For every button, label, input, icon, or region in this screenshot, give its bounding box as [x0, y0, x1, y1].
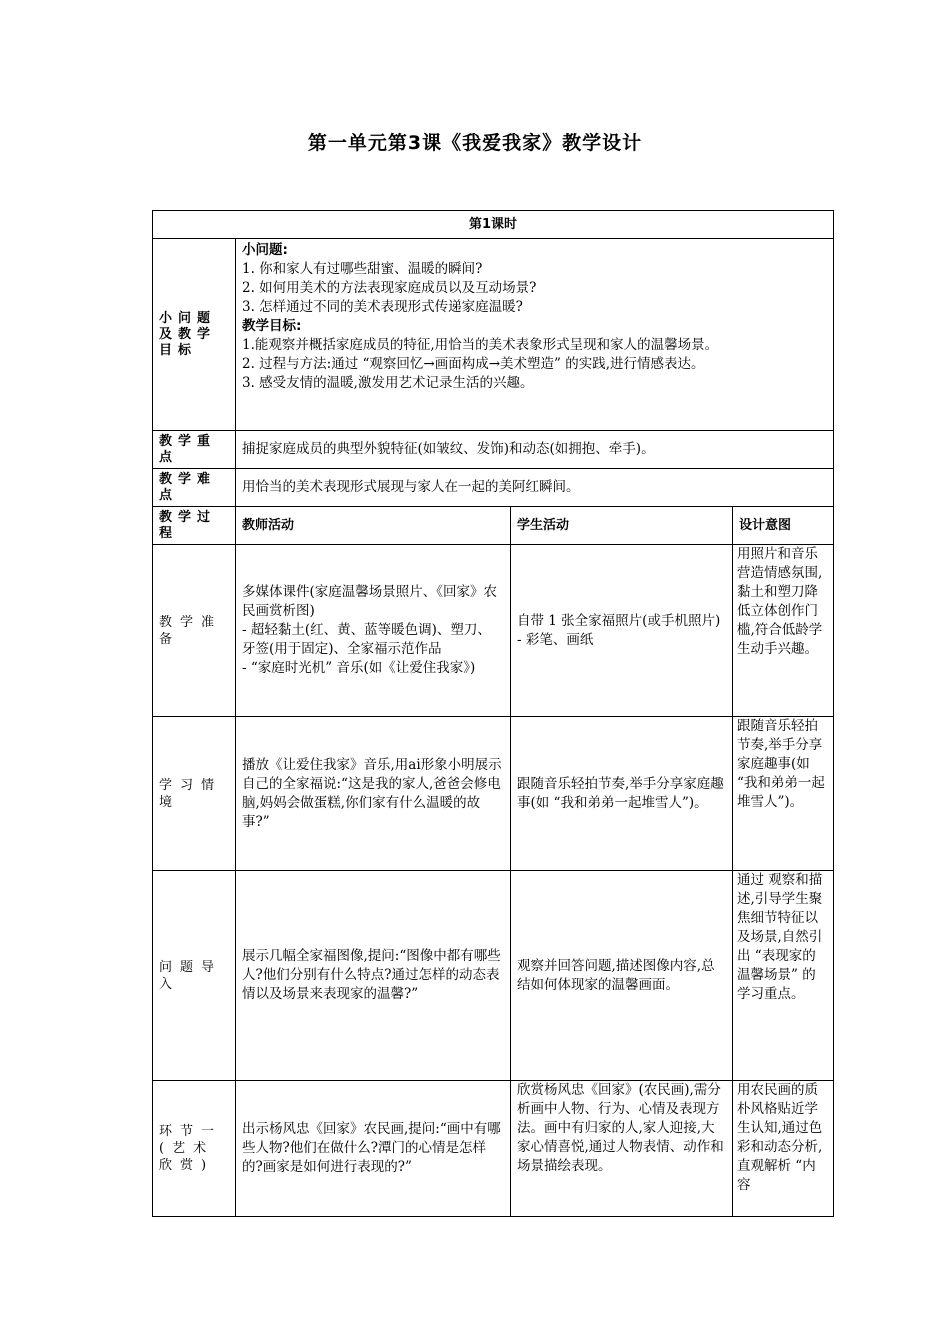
teacher-activity-line: 播放《让爱住我家》音乐,用ai形象小明展示自己的全家福说:“这是我的家人,爸爸会修电脑,妈妈会做蛋糕,你们家有什么温暖的故事?”	[242, 756, 502, 830]
stage-label: 教学准备	[153, 545, 236, 717]
question-item: 2. 如何用美术的方法表现家庭成员以及互动场景?	[242, 280, 537, 296]
goal-item: 3. 感受友情的温暖,激发用艺术记录生活的兴趣。	[242, 375, 534, 391]
design-intent: 用农民画的质朴风格贴近学生认知,通过色彩和动态分析,直观解析 “内容	[733, 1081, 834, 1217]
document-title: 第一单元第3课《我爱我家》教学设计	[307, 132, 643, 154]
teacher-activity	[236, 545, 511, 717]
lesson-header-row	[153, 211, 834, 239]
teacher-activity-header: 教师活动	[236, 507, 511, 545]
process-row-introduction	[153, 871, 834, 1081]
teacher-activity-line: 多媒体课件(家庭温馨场景照片、《回家》农民画赏析图)	[242, 584, 498, 619]
student-activity-line: 自带 1 张全家福照片(或手机照片)	[517, 612, 721, 629]
teacher-activity-line: 展示几幅全家福图像,提问:“图像中都有哪些人?他们分别有什么特点?通过怎样的动态表情以及场景来表现家的温馨?”	[242, 948, 501, 1002]
teacher-activity	[236, 717, 511, 871]
difficulty-text: 用恰当的美术表现形式展现与家人在一起的美阿红瞬间。	[236, 469, 834, 507]
teacher-activity-line: - “家庭时光机” 音乐(如《让爱住我家》)	[242, 660, 476, 676]
student-activity	[511, 871, 733, 1081]
key-point-label: 教学重点	[153, 431, 236, 469]
question-item: 3. 怎样通过不同的美术表现形式传递家庭温暖?	[242, 299, 523, 315]
process-label: 教学过程	[153, 507, 236, 545]
stage-label: 学习情境	[153, 717, 236, 871]
lesson-plan-table	[152, 210, 834, 1217]
process-header-row	[153, 507, 834, 545]
process-row-art-appreciation	[153, 1081, 834, 1217]
design-intent: 跟随音乐轻拍节奏,举手分享家庭趣事(如 “我和弟弟一起堆雪人”)。	[733, 717, 834, 871]
teacher-activity-line: 出示杨风忠《回家》农民画,提问:“画中有哪些人物?他们在做什么?潭门的心情是怎样的?画家是如何进行表现的?”	[242, 1121, 501, 1175]
stage-label: 环节一(艺术欣赏)	[153, 1081, 236, 1217]
design-intent-header: 设计意图	[733, 507, 834, 545]
question-item: 1. 你和家人有过哪些甜蜜、温暖的瞬间?	[242, 261, 483, 277]
key-point-text: 捕捉家庭成员的典型外貌特征(如皱纹、发饰)和动态(如拥抱、牵手)。	[236, 431, 834, 469]
objectives-content	[236, 239, 834, 431]
difficulty-row	[153, 469, 834, 507]
teacher-activity	[236, 1081, 511, 1217]
design-intent: 用照片和音乐营造情感氛围,黏土和塑刀降低立体创作门槛,符合低龄学生动手兴趣。	[733, 545, 834, 717]
student-activity-line: 欣赏杨风忠《回家》(农民画),需分析画中人物、行为、心情及表现方法。画中有归家的人,家人迎接,大家心情喜悦,通过人物表情、动作和场景描绘表现。	[517, 1082, 724, 1174]
student-activity-header: 学生活动	[511, 507, 733, 545]
student-activity-line: 跟随音乐轻拍节奏,举手分享家庭趣事(如 “我和弟弟一起堆雪人”)。	[517, 775, 724, 811]
objectives-row	[153, 239, 834, 431]
goals-heading: 教学目标:	[242, 318, 302, 334]
student-activity	[511, 1081, 733, 1217]
questions-heading: 小问题:	[242, 242, 288, 258]
student-activity	[511, 545, 733, 717]
teacher-activity-line: - 超轻黏土(红、黄、蓝等暖色调)、塑刀、牙签(用于固定)、全家福示范作品	[242, 622, 491, 657]
key-point-row	[153, 431, 834, 469]
process-row-preparation	[153, 545, 834, 717]
goal-item: 2. 过程与方法:通过 “观察回忆→画面构成→美术塑造” 的实践,进行情感表达。	[242, 356, 705, 372]
process-row-context	[153, 717, 834, 871]
design-intent: 通过 观察和描述,引导学生聚焦细节特征以及场景,自然引出 “表现家的温馨场景” 的学习重点。	[733, 871, 834, 1081]
student-activity-line: - 彩笔、画纸	[517, 631, 594, 648]
teacher-activity	[236, 871, 511, 1081]
difficulty-label: 教学难点	[153, 469, 236, 507]
goal-item: 1.能观察并概括家庭成员的特征,用恰当的美术表象形式呈现和家人的温馨场景。	[242, 337, 719, 353]
stage-label: 问题导入	[153, 871, 236, 1081]
student-activity	[511, 717, 733, 871]
lesson-header: 第1课时	[153, 211, 834, 239]
student-activity-line: 观察并回答问题,描述图像内容,总结如何体现家的温馨画面。	[517, 957, 715, 993]
objectives-label: 小问题及教学目标	[153, 239, 236, 431]
